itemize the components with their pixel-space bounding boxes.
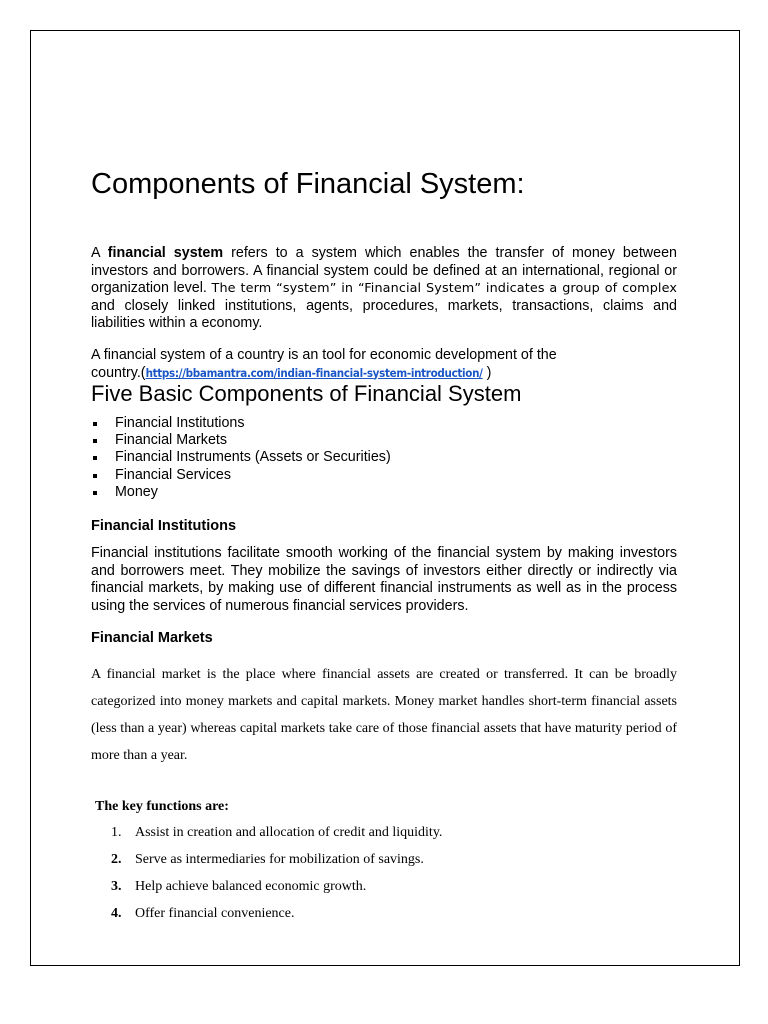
list-item-number: 3.	[111, 879, 122, 894]
list-item-text: Help achieve balanced economic growth.	[135, 879, 367, 894]
markets-heading: Financial Markets	[91, 630, 213, 646]
institutions-heading: Financial Institutions	[91, 518, 237, 534]
intro-paragraph	[91, 245, 677, 333]
tool-paragraph	[91, 347, 677, 382]
list-item	[105, 852, 442, 879]
list-item-number: 4.	[111, 906, 122, 921]
list-item-text: Offer financial convenience.	[135, 906, 295, 921]
bullet-icon	[93, 439, 97, 443]
list-item-text: Assist in creation and allocation of credit and liquidity.	[135, 825, 443, 840]
intro-rest2: and closely linked institutions, agents, procedures, markets, transactions, claims and liabilities within a economy.	[91, 297, 677, 331]
intro-a: A	[91, 245, 108, 261]
bullet-icon	[93, 456, 97, 460]
list-item	[105, 906, 442, 933]
page-title: Components of Financial System:	[91, 168, 525, 200]
list-item	[91, 484, 391, 501]
list-item	[91, 415, 391, 432]
list-item-number: 1.	[111, 825, 122, 840]
source-link[interactable]: https://bbamantra.com/indian-financial-system-introduction/	[145, 365, 483, 380]
list-item	[105, 879, 442, 906]
components-list	[91, 415, 391, 501]
list-item-number: 2.	[111, 852, 122, 867]
markets-paragraph: A financial market is the place where financial assets are created or transferred. It can be broadly categorized into money markets and capital markets. Money market handles short-term financial assets (less than a year) whereas capital markets take care of those financial assets that have maturity period of more than a year.	[91, 667, 677, 763]
list-item	[91, 449, 391, 466]
key-functions-heading: The key functions are:	[95, 799, 229, 814]
list-item-label: Financial Services	[115, 466, 232, 483]
bullet-icon	[93, 491, 97, 495]
list-item-label: Financial Markets	[115, 432, 228, 449]
list-item-text: Serve as intermediaries for mobilization of savings.	[135, 852, 424, 867]
list-item-label: Financial Instruments (Assets or Securities)	[115, 449, 391, 466]
institutions-paragraph: Financial institutions facilitate smooth working of the financial system by making investors and borrowers meet. They mobilize the savings of investors either directly or indirectly via financial markets, by making use of different financial instruments as well as in the process using the services of numerous financial services providers.	[91, 545, 677, 614]
bullet-icon	[93, 474, 97, 478]
bullet-icon	[93, 422, 97, 426]
list-item	[91, 467, 391, 484]
list-item-label: Money	[115, 483, 158, 500]
five-components-heading: Five Basic Components of Financial System	[91, 381, 522, 406]
intro-term-text: The term “system” in “Financial System” indicates a group of complex	[211, 281, 677, 296]
intro-bold-term: financial system	[107, 245, 224, 261]
list-item	[105, 825, 442, 852]
tool-close: )	[482, 364, 492, 381]
intro-rest1: refers to a system which enables the transfer of money between investors and borrowers. A financial system could be defined at an international, regional or organization level.	[91, 245, 677, 296]
tool-country: country.(	[91, 364, 146, 381]
key-functions-list	[105, 825, 442, 933]
list-item	[91, 432, 391, 449]
tool-line1: A financial system of a country is an tool for economic development of the	[91, 347, 557, 363]
list-item-label: Financial Institutions	[115, 415, 245, 431]
